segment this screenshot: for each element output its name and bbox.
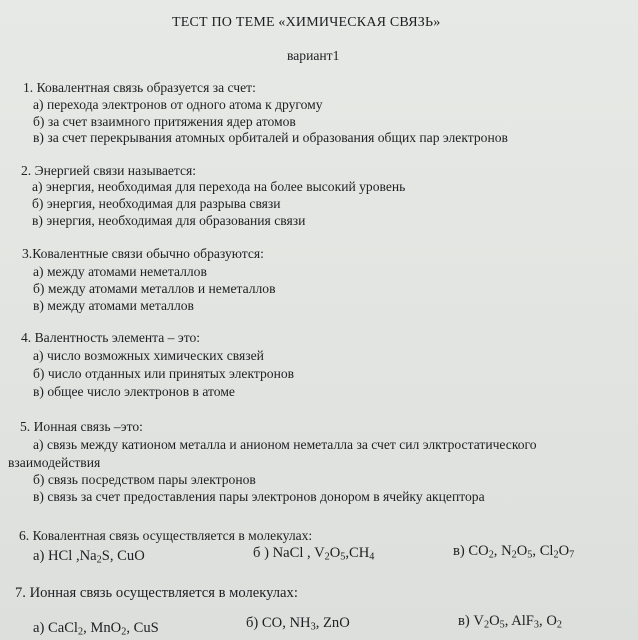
- variant-label: вариант1: [287, 48, 340, 63]
- q5-option-a-line1: а) связь между катионом металла и анионом неметалла за счет сил элктростатического: [33, 437, 537, 452]
- q5-option-b: б) связь посредством пары электронов: [33, 472, 256, 487]
- question-5: 5. Ионная связь –это:: [20, 419, 143, 434]
- q4-option-b: б) число отданных или принятых электронов: [33, 366, 295, 381]
- q2-option-a: а) энергия, необходимая для перехода на более высокий уровень: [32, 179, 406, 194]
- q2-option-c: в) энергия, необходимая для образования связи: [32, 213, 306, 228]
- q2-option-b: б) энергия, необходимая для разрыва связи: [32, 196, 281, 211]
- q6-option-b: б ) NaCl , $V_2O_5,CH_4$: [253, 545, 375, 563]
- q4-option-c: в) общее число электронов в атоме: [33, 384, 235, 399]
- q1-option-b: б) за счет взаимного притяжения ядер атомов: [33, 114, 296, 129]
- question-7: 7. Ионная связь осуществляется в молекулах:: [15, 585, 298, 601]
- q3-option-b: б) между атомами металлов и неметаллов: [33, 281, 276, 296]
- question-3: 3.Ковалентные связи обычно образуются:: [22, 246, 264, 261]
- q1-option-a: а) перехода электронов от одного атома к другому: [33, 97, 323, 112]
- q3-option-c: в) между атомами металлов: [33, 298, 194, 313]
- q1-option-c: в) за счет перекрывания атомных орбиталей и образования общих пар электронов: [33, 130, 508, 145]
- q3-option-a: а) между атомами неметаллов: [33, 264, 207, 279]
- q7-option-a: а) CaCl$_2$, MnO$_2$, CuS: [33, 620, 159, 638]
- q5-option-a-line2: взаимодействия: [8, 455, 101, 470]
- document-title: ТЕСТ ПО ТЕМЕ «ХИМИЧЕСКАЯ СВЯЗЬ»: [172, 15, 441, 30]
- question-6: 6. Ковалентная связь осуществляется в молекулах:: [19, 528, 313, 543]
- q6-option-c: в) $CO_2$, $N_2O_5$, $Cl_2O_7$: [453, 543, 575, 561]
- question-2: 2. Энергией связи называется:: [21, 163, 197, 178]
- q7-option-b: б) CO, $NH_3$, ZnO: [246, 615, 350, 633]
- q7-option-c: в) $V_2O_5$, AlF$_3$, $O_2$: [458, 613, 562, 631]
- q5-option-c: в) связь за счет предоставления пары электронов донором в ячейку акцептора: [33, 489, 485, 504]
- q6-option-a: а) HCl $,Na_2S$, CuO: [33, 548, 145, 566]
- question-1: 1. Ковалентная связь образуется за счет:: [23, 80, 256, 95]
- q4-option-a: а) число возможных химических связей: [33, 348, 264, 363]
- question-4: 4. Валентность элемента – это:: [21, 330, 201, 345]
